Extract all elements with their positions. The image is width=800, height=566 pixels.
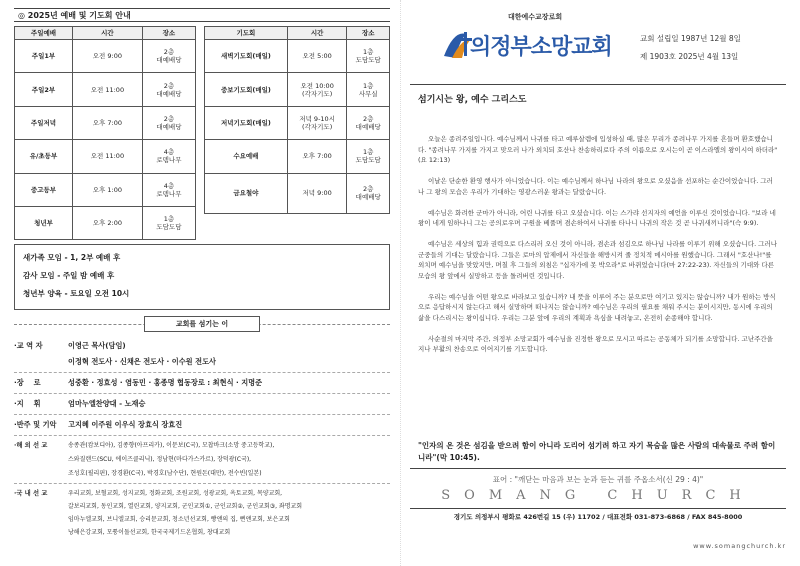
service-time: 오후 7:00 bbox=[72, 106, 142, 139]
divider bbox=[14, 414, 390, 415]
service-time: 오전 10:00 (각자기도) bbox=[287, 73, 347, 106]
staff-label bbox=[14, 354, 68, 370]
header-divider bbox=[410, 84, 786, 85]
divider bbox=[14, 435, 390, 436]
address-divider bbox=[410, 508, 786, 509]
staff-section bbox=[14, 338, 390, 539]
denomination: 대한예수교장로회 bbox=[508, 13, 563, 21]
staff-value: 성중환 · 정효성 · 염동민 · 홍종명 협동장로 : 최현식 · 지명준 bbox=[68, 378, 263, 387]
missions-line: 우리교회, 보혈교회, 성지교회, 정화교회, 조원교회, 성광교회, 옥토교회, 목양교회, bbox=[68, 490, 283, 497]
table-row bbox=[15, 73, 196, 106]
service-name: 저녁기도회(매일) bbox=[205, 106, 288, 139]
service-name: 중고등부 bbox=[15, 173, 73, 206]
staff-label: ·지 휘 bbox=[14, 399, 41, 408]
staff-value: 이정혁 전도사 · 신채은 전도사 · 이수원 전도사 bbox=[68, 357, 216, 366]
divider bbox=[14, 372, 390, 373]
header-cell: 장소 bbox=[347, 27, 390, 40]
service-name: 금요철야 bbox=[205, 173, 288, 213]
divider bbox=[14, 393, 390, 394]
staff-caption: 교회를 섬기는 이 bbox=[144, 316, 260, 332]
service-place: 2층 대예배당 bbox=[347, 173, 390, 213]
issue-number: 제 1903호 2025년 4월 13일 bbox=[640, 52, 739, 61]
schedule-title: ◎ 2025년 예배 및 기도회 안내 bbox=[14, 8, 390, 22]
service-time: 오후 1:00 bbox=[72, 173, 142, 206]
staff-label: ·반주 및 기악 bbox=[14, 420, 57, 429]
service-time: 오전 5:00 bbox=[287, 40, 347, 73]
sermon-paragraph: 이날은 단순한 환영 행사가 아니었습니다. 이는 예수님께서 하나님 나라의 왕으로 오셨음을 선포하는 순간이었습니다. 그러나 그 왕의 모습은 우리가 기대하는 영광스러운 왕과는 달랐습니다. bbox=[418, 177, 773, 196]
service-time: 저녁 9-10시 (각자기도) bbox=[287, 106, 347, 139]
meeting-item: 청년부 양육 - 토요일 오전 10시 bbox=[23, 289, 130, 298]
service-time: 오전 9:00 bbox=[72, 40, 142, 73]
staff-label: ·교 역 자 bbox=[14, 341, 43, 350]
service-name: 주일저녁 bbox=[15, 106, 73, 139]
service-time: 오후 2:00 bbox=[72, 206, 142, 239]
sermon-title: 섬기시는 왕, 예수 그리스도 bbox=[418, 95, 527, 105]
service-place: 4층 로뎀나무 bbox=[142, 173, 195, 206]
quote-divider bbox=[410, 468, 786, 469]
sermon-paragraph: 예수님은 세상의 힘과 권력으로 다스리러 오신 것이 아니라, 겸손과 섬김으로 하나님 나라를 이루기 위해 오셨습니다. 그러나 군중들의 기대는 달랐습니다. 그들은 로마의 압제에서 자신들을 해방시켜 줄 정치적 메시아를 원했습니다. 그래서 "호산나!"를 외치며 예수님을 맞았지만, 며칠 후 그들의 외침은 "십자가에 못 박으라"로 바뀌었습니다(마 27:22-23). 자신들의 기대와 다른 모습의 왕 앞에서 실망하고 등을 돌려버린 것입니다. bbox=[418, 240, 778, 280]
sunday-worship-table bbox=[14, 26, 196, 240]
missions-line: 송종관(캄보디아), 김종향(아프리카), 이문보(C국), 모찹바크(소망 중고등학교), bbox=[68, 442, 275, 449]
service-place: 2층 대예배당 bbox=[142, 106, 195, 139]
service-place: 4층 로뎀나무 bbox=[142, 140, 195, 173]
church-motto: 표어 : "깨닫는 마음과 보는 눈과 듣는 귀를 주옵소서(신 29 : 4)" bbox=[492, 475, 704, 484]
sermon-paragraph: 오늘은 종려주일입니다. 예수님께서 나귀를 타고 예루살렘에 입성하실 때, 많은 무리가 종려나무 가지를 흔들며 환호했습니다. "종려나무 가지를 가지고 맞으러 나가 외치되 호산나 찬송하리로다 주의 이름으로 오시는이 곧 이스라엘의 왕이시여 하더라"(요 12:13) bbox=[418, 135, 778, 164]
service-place: 2층 대예배당 bbox=[347, 106, 390, 139]
page-fold bbox=[400, 0, 401, 566]
service-name: 중보기도회(매일) bbox=[205, 73, 288, 106]
missions-line: 낭해은강교회, 모퉁이돌선교회, 한국국제기드온협회, 창대교회 bbox=[68, 529, 231, 536]
somang-wordmark: SOMANG CHURCH bbox=[441, 488, 755, 503]
service-place: 2층 대예배당 bbox=[142, 73, 195, 106]
header-cell: 기도회 bbox=[205, 27, 288, 40]
staff-row bbox=[14, 338, 390, 354]
service-place: 1층 도담도담 bbox=[142, 206, 195, 239]
right-page bbox=[410, 8, 786, 560]
scripture-quote: "인자의 온 것은 섬김을 받으려 함이 아니라 도리어 섬기려 하고 자기 목숨을 많은 사람의 대속물로 주려 함이니라"(막 10:45). bbox=[418, 441, 776, 462]
missions-line: 스와질랜드(SCU, 에이즈클리닉), 정남현(마다가스카르), 장덕광(C국), bbox=[68, 456, 252, 463]
missions-label: ·국 내 선 교 bbox=[14, 490, 48, 497]
service-time: 오후 7:00 bbox=[287, 140, 347, 173]
meeting-item: 새가족 모임 - 1, 2부 예배 후 bbox=[23, 253, 121, 262]
staff-row bbox=[14, 417, 390, 433]
service-time: 저녁 9:00 bbox=[287, 173, 347, 213]
service-place: 1층 도담도담 bbox=[347, 140, 390, 173]
table-row bbox=[205, 173, 390, 213]
founded-date: 교회 설립일 1987년 12월 8일 bbox=[640, 34, 741, 43]
staff-row bbox=[14, 396, 390, 412]
table-row bbox=[15, 206, 196, 239]
service-name: 주일1부 bbox=[15, 40, 73, 73]
table-row bbox=[205, 140, 390, 173]
prayer-meeting-table bbox=[204, 26, 390, 214]
table-row bbox=[15, 106, 196, 139]
service-name: 수요예배 bbox=[205, 140, 288, 173]
missions-label: ·해 외 선 교 bbox=[14, 442, 48, 449]
table-row bbox=[205, 40, 390, 73]
staff-value: 엄마누엘찬양대 - 노재승 bbox=[68, 399, 146, 408]
missions-line: 조성호(필리핀), 장경환(C국), 박경호(남수단), 현원돈(대만), 전수빈(일본) bbox=[68, 470, 262, 477]
header-cell: 주일예배 bbox=[15, 27, 73, 40]
service-time: 오전 11:00 bbox=[72, 140, 142, 173]
service-name: 청년부 bbox=[15, 206, 73, 239]
table-row bbox=[15, 173, 196, 206]
sermon-paragraph: 사순절의 마지막 주간, 의정부 소망교회가 예수님을 진정한 왕으로 모시고 따르는 공동체가 되기를 소망합니다. 고난주간을 지나 부활의 찬송으로 이어지기를 기도합니다. bbox=[418, 334, 773, 353]
staff-value: 이영근 목사(담임) bbox=[68, 341, 126, 350]
service-name: 유/초등부 bbox=[15, 140, 73, 173]
service-place: 1층 사무실 bbox=[347, 73, 390, 106]
overseas-missions bbox=[14, 439, 390, 481]
service-time: 오전 11:00 bbox=[72, 73, 142, 106]
service-place: 1층 도담도담 bbox=[347, 40, 390, 73]
schedule-tables bbox=[14, 26, 390, 240]
header-cell: 장소 bbox=[142, 27, 195, 40]
service-name: 새벽기도회(매일) bbox=[205, 40, 288, 73]
staff-row bbox=[14, 375, 390, 391]
header-cell: 시간 bbox=[287, 27, 347, 40]
meetings-box bbox=[14, 244, 390, 310]
church-name: 의정부소망교회 bbox=[470, 35, 612, 60]
header-cell: 시간 bbox=[72, 27, 142, 40]
website-url: www.somangchurch.kr bbox=[693, 542, 786, 550]
issue-info bbox=[640, 30, 741, 66]
table-row bbox=[15, 40, 196, 73]
church-address: 경기도 의정부시 평화로 426번길 15 (우) 11702 / 대표전화 031-873-6868 / FAX 845-8000 bbox=[453, 513, 743, 521]
service-place: 2층 대예배당 bbox=[142, 40, 195, 73]
staff-row bbox=[14, 354, 390, 370]
service-name: 주일2부 bbox=[15, 73, 73, 106]
staff-value: 고지혜 이주원 이우식 장효식 장효진 bbox=[68, 420, 183, 429]
missions-line: 갈보리교회, 동인교회, 열린교회, 양지교회, 군인교회①, 군인교회②, 군인교회③, 좌명교회 bbox=[68, 503, 303, 510]
table-row bbox=[15, 140, 196, 173]
meeting-item: 감사 모임 - 주일 밤 예배 후 bbox=[23, 271, 115, 280]
left-page bbox=[14, 8, 390, 560]
table-row bbox=[205, 106, 390, 139]
staff-label: ·장 로 bbox=[14, 378, 41, 387]
sermon-paragraph: 예수님은 화려한 군마가 아니라, 어린 나귀를 타고 오셨습니다. 이는 스가랴 선지자의 예언을 이루신 것이었습니다. "보라 네 왕이 네게 임하나니 그는 공의로우며 구원을 베풀며 겸손하여서 나귀를 타나니 나귀의 작은 것 곧 나귀새끼니라"(슥 9:9). bbox=[418, 208, 776, 227]
missions-line: 임마누엘교회, 브니엘교회, 승리문교회, 청소년선교회, 빵앤의 집, 뻔앤교회, 보은교회 bbox=[68, 516, 290, 523]
sermon-paragraph: 우리는 예수님을 어떤 왕으로 바라보고 있습니까? 내 뜻을 이루어 주는 분으로만 여기고 있지는 않습니까? 내가 원하는 방식으로 응답하시지 않는다고 해서 실망하며 떠나지는 않습니까? 예수님은 우리의 필요를 채워 주시는 분이시지만, 동시에 우리의 삶을 다스리시는 왕이십니다. 우리는 그분 앞에 우리의 계획과 욕심을 내려놓고, 온전히 순종해야 합니다. bbox=[418, 292, 776, 322]
divider bbox=[14, 483, 390, 484]
domestic-missions bbox=[14, 487, 390, 539]
sermon-body bbox=[418, 134, 778, 365]
table-row bbox=[205, 73, 390, 106]
